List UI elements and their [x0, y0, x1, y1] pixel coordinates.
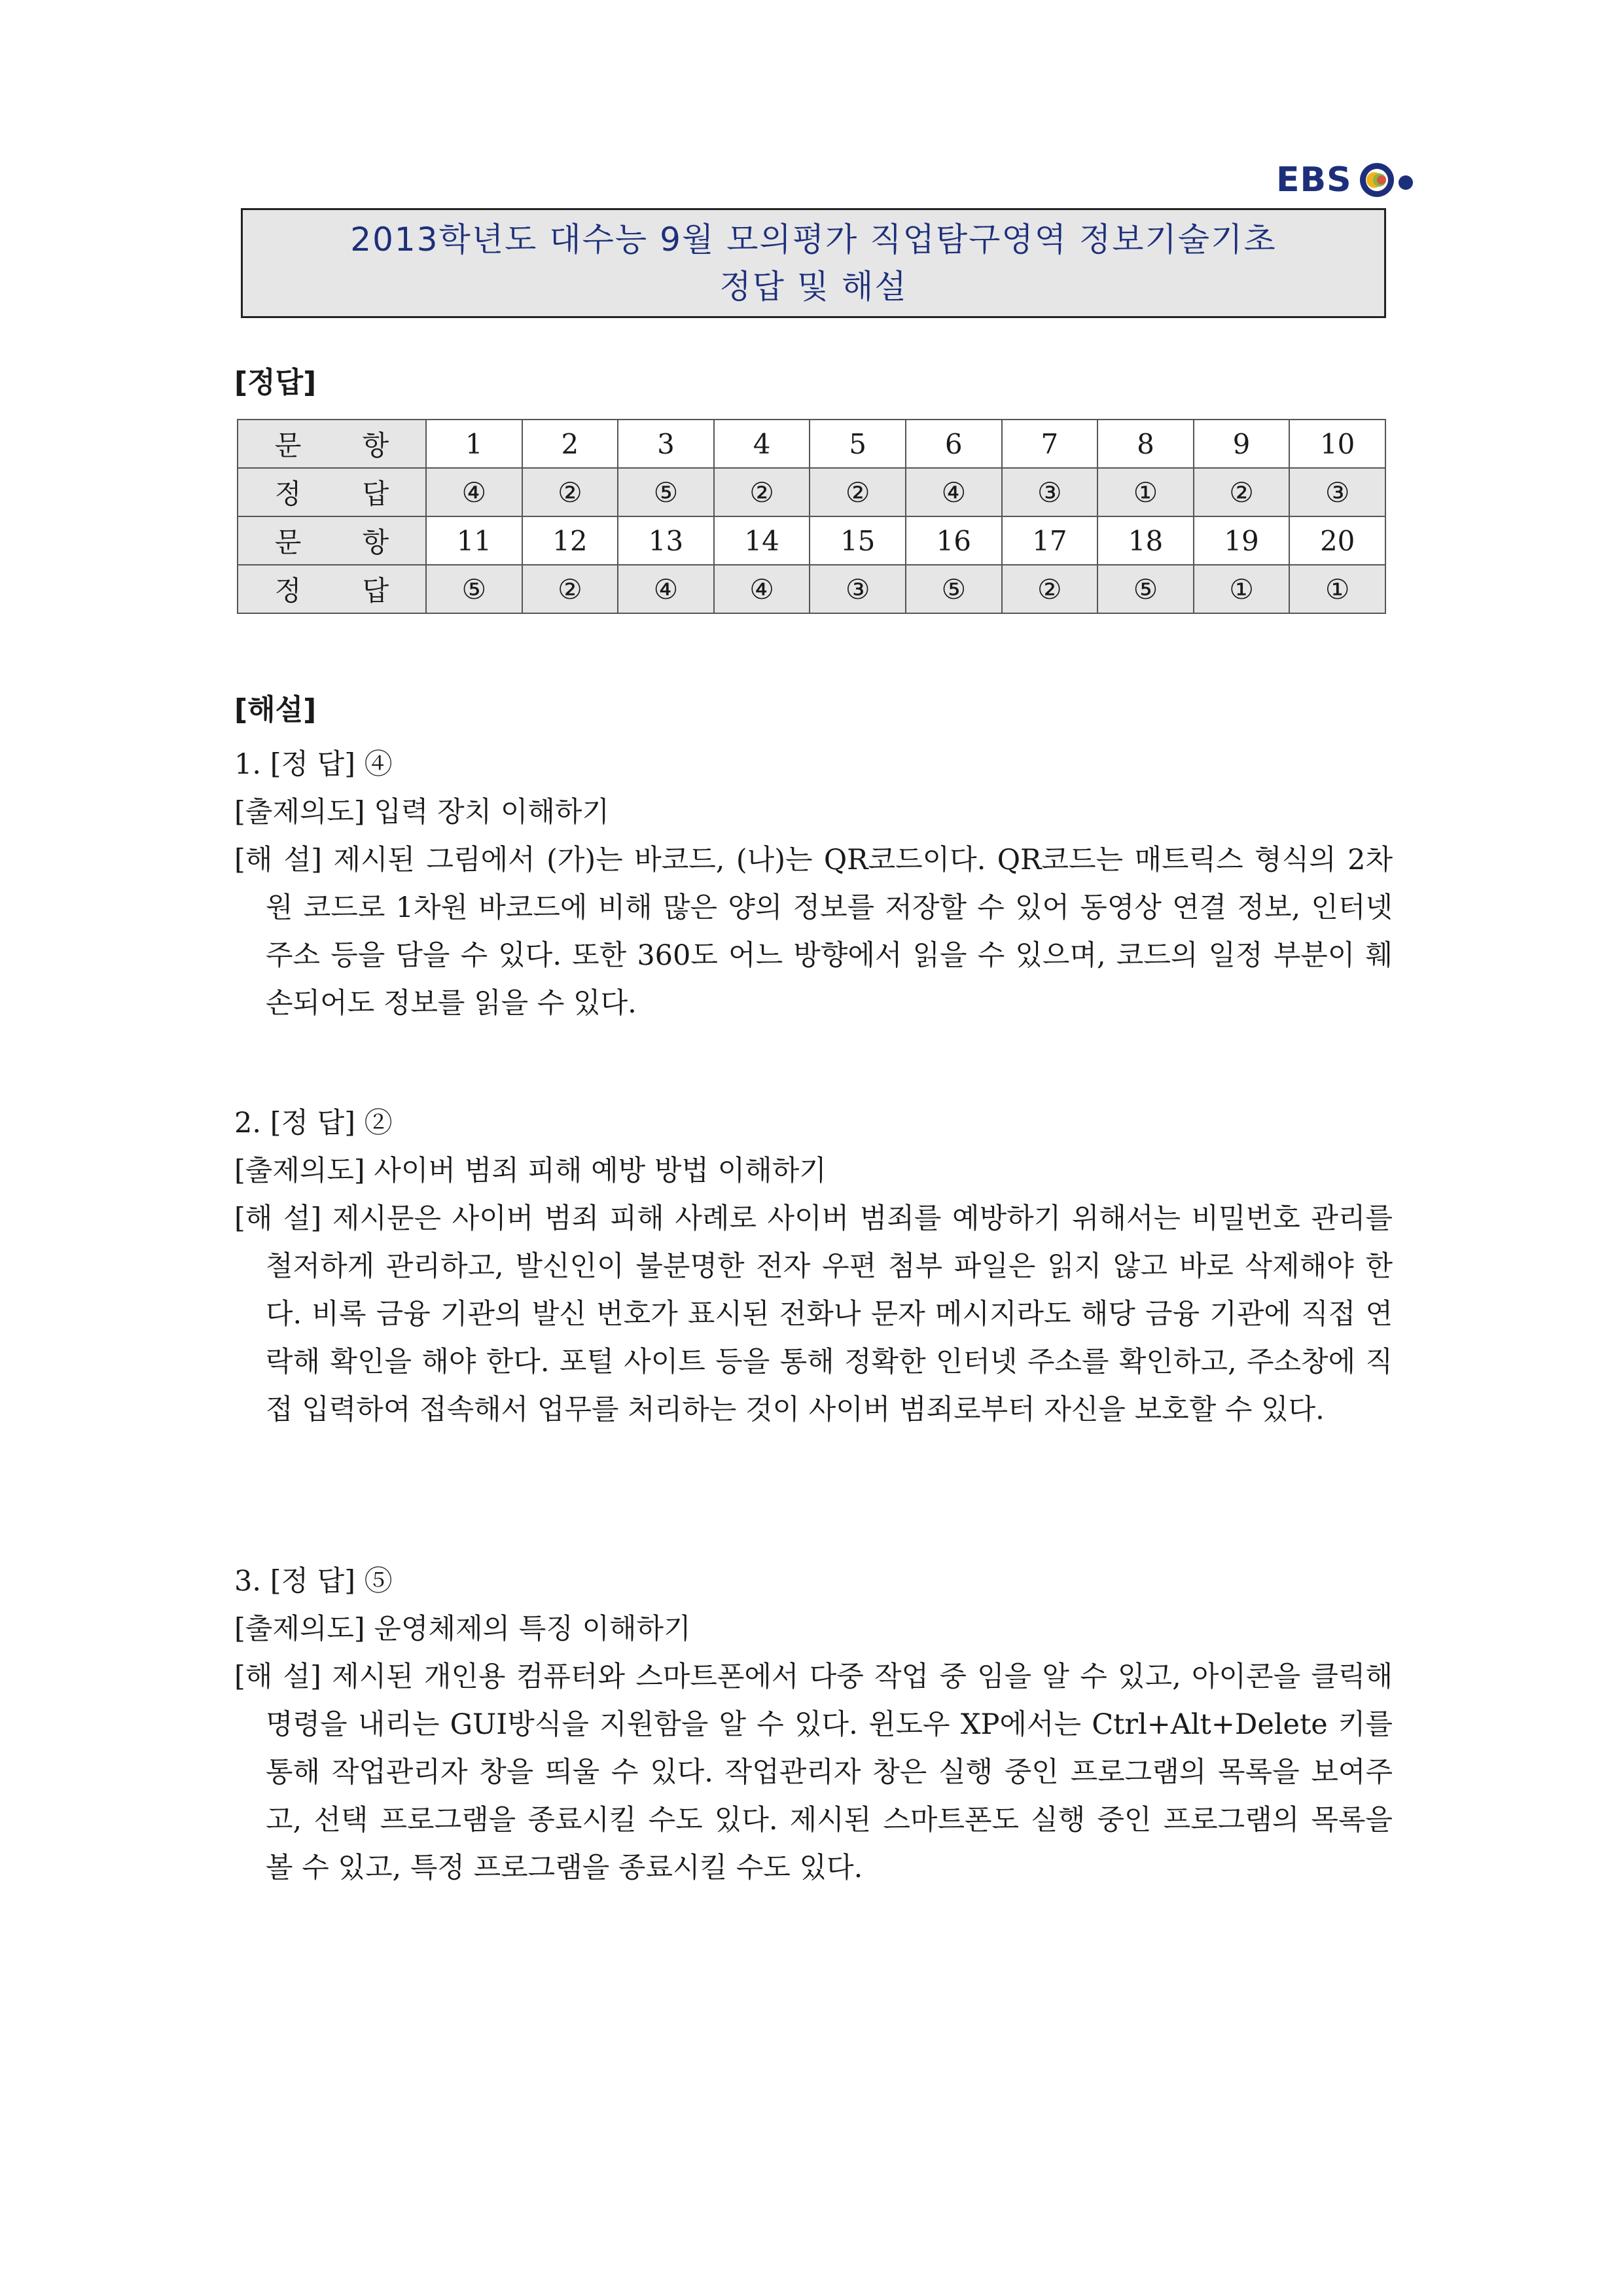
- answer-table-cell: ⑤: [618, 468, 714, 516]
- answer-table-cell: ①: [1289, 565, 1385, 613]
- answer-table-cell: ①: [1194, 565, 1290, 613]
- answer-table-cell: ③: [810, 565, 906, 613]
- answer-table-cell: 17: [1002, 516, 1098, 565]
- document-title: 2013학년도 대수능 9월 모의평가 직업탐구영역 정보기술기초: [350, 221, 1277, 259]
- answer-table-cell: 16: [906, 516, 1002, 565]
- answer-table-cell: 20: [1289, 516, 1385, 565]
- answer-table-cell: 9: [1194, 420, 1290, 468]
- answer-table-cell: ②: [522, 565, 618, 613]
- explanation-item-1: [234, 741, 1393, 1028]
- answer-table-cell: 19: [1194, 516, 1290, 565]
- answer-table-cell: 15: [810, 516, 906, 565]
- answer-table-row-label: 정 답: [238, 468, 426, 516]
- answer-table-cell: ②: [1194, 468, 1290, 516]
- explanations-heading: [해설]: [234, 693, 317, 726]
- item-explanation: [해 설] 제시된 그림에서 (가)는 바코드, (나)는 QR코드이다. QR코드는 매트릭스 형식의 2차원 코드로 1차원 바코드에 비해 많은 양의 정보를 저장할 수 있어 동영상 연결 정보, 인터넷 주소 등을 담을 수 있다. 또한 360도 어느 방향에서 읽을 수 있으며, 코드의 일정 부분이 훼손되어도 정보를 읽을 수 있다.: [234, 844, 1393, 1020]
- answer-table: [237, 419, 1386, 614]
- ebs-logo: [1276, 157, 1415, 203]
- answer-table-cell: 10: [1289, 420, 1385, 468]
- answer-table-row-label: 문 항: [238, 516, 426, 565]
- answer-table-cell: ⑤: [426, 565, 522, 613]
- answer-table-cell: 5: [810, 420, 906, 468]
- document-subtitle: 정답 및 해설: [719, 268, 908, 306]
- answer-table-cell: ②: [522, 468, 618, 516]
- answer-table-row: [238, 565, 1385, 613]
- answer-table-cell: ③: [1289, 468, 1385, 516]
- answer-table-cell: 6: [906, 420, 1002, 468]
- item-intent: [출제의도] 운영체제의 특징 이해하기: [234, 1613, 691, 1645]
- answer-table-cell: ③: [1002, 468, 1098, 516]
- answer-table-cell: 8: [1097, 420, 1194, 468]
- answer-table-cell: ①: [1097, 468, 1194, 516]
- item-answer: 2. [정 답] ②: [234, 1107, 393, 1139]
- item-answer: 1. [정 답] ④: [234, 748, 393, 781]
- answer-table-cell: 2: [522, 420, 618, 468]
- answer-table-row: [238, 468, 1385, 516]
- answer-table-cell: 3: [618, 420, 714, 468]
- explanation-item-3: [234, 1558, 1393, 1892]
- answer-table-cell: ④: [906, 468, 1002, 516]
- answer-table-row-label: 문 항: [238, 420, 426, 468]
- answer-table-cell: ④: [714, 565, 810, 613]
- answer-table-cell: 4: [714, 420, 810, 468]
- answers-heading: [정답]: [234, 366, 317, 399]
- item-explanation: [해 설] 제시된 개인용 컴퓨터와 스마트폰에서 다중 작업 중 임을 알 수 있고, 아이콘을 클릭해 명령을 내리는 GUI방식을 지원함을 알 수 있다. 윈도우 XP에서는 Ctrl+Alt+Delete 키를 통해 작업관리자 창을 띄울 수 있다. 작업관리자 창은 실행 중인 프로그램의 목록을 보여주고, 선택 프로그램을 종료시킬 수도 있다. 제시된 스마트폰도 실행 중인 프로그램의 목록을 볼 수 있고, 특정 프로그램을 종료시킬 수도 있다.: [234, 1660, 1393, 1884]
- item-explanation: [해 설] 제시문은 사이버 범죄 피해 사례로 사이버 범죄를 예방하기 위해서는 비밀번호 관리를 철저하게 관리하고, 발신인이 불분명한 전자 우편 첨부 파일은 읽지 않고 바로 삭제해야 한다. 비록 금융 기관의 발신 번호가 표시된 전화나 문자 메시지라도 해당 금융 기관에 직접 연락해 확인을 해야 한다. 포털 사이트 등을 통해 정확한 인터넷 주소를 확인하고, 주소창에 직접 입력하여 접속해서 업무를 처리하는 것이 사이버 범죄로부터 자신을 보호할 수 있다.: [234, 1202, 1393, 1426]
- answer-table-cell: 11: [426, 516, 522, 565]
- answer-table-cell: ⑤: [1097, 565, 1194, 613]
- answer-table-cell: ②: [714, 468, 810, 516]
- ebs-logo-text: EBS: [1276, 160, 1352, 200]
- answer-table-cell: 18: [1097, 516, 1194, 565]
- answer-table-row: [238, 516, 1385, 565]
- item-answer: 3. [정 답] ⑤: [234, 1565, 393, 1598]
- answer-table-cell: 12: [522, 516, 618, 565]
- answer-table-cell: 14: [714, 516, 810, 565]
- ebs-logo-mark-icon: [1359, 160, 1415, 200]
- title-box: [241, 208, 1386, 318]
- answer-table-cell: ④: [426, 468, 522, 516]
- item-intent: [출제의도] 사이버 범죄 피해 예방 방법 이해하기: [234, 1155, 827, 1187]
- answer-table-row: [238, 420, 1385, 468]
- answer-table-cell: ②: [810, 468, 906, 516]
- answer-table-cell: ④: [618, 565, 714, 613]
- answer-table-cell: 1: [426, 420, 522, 468]
- answer-table-cell: ②: [1002, 565, 1098, 613]
- answer-table-row-label: 정 답: [238, 565, 426, 613]
- explanation-item-2: [234, 1100, 1393, 1434]
- answer-table-cell: ⑤: [906, 565, 1002, 613]
- answer-table-cell: 7: [1002, 420, 1098, 468]
- item-intent: [출제의도] 입력 장치 이해하기: [234, 796, 610, 829]
- answer-table-cell: 13: [618, 516, 714, 565]
